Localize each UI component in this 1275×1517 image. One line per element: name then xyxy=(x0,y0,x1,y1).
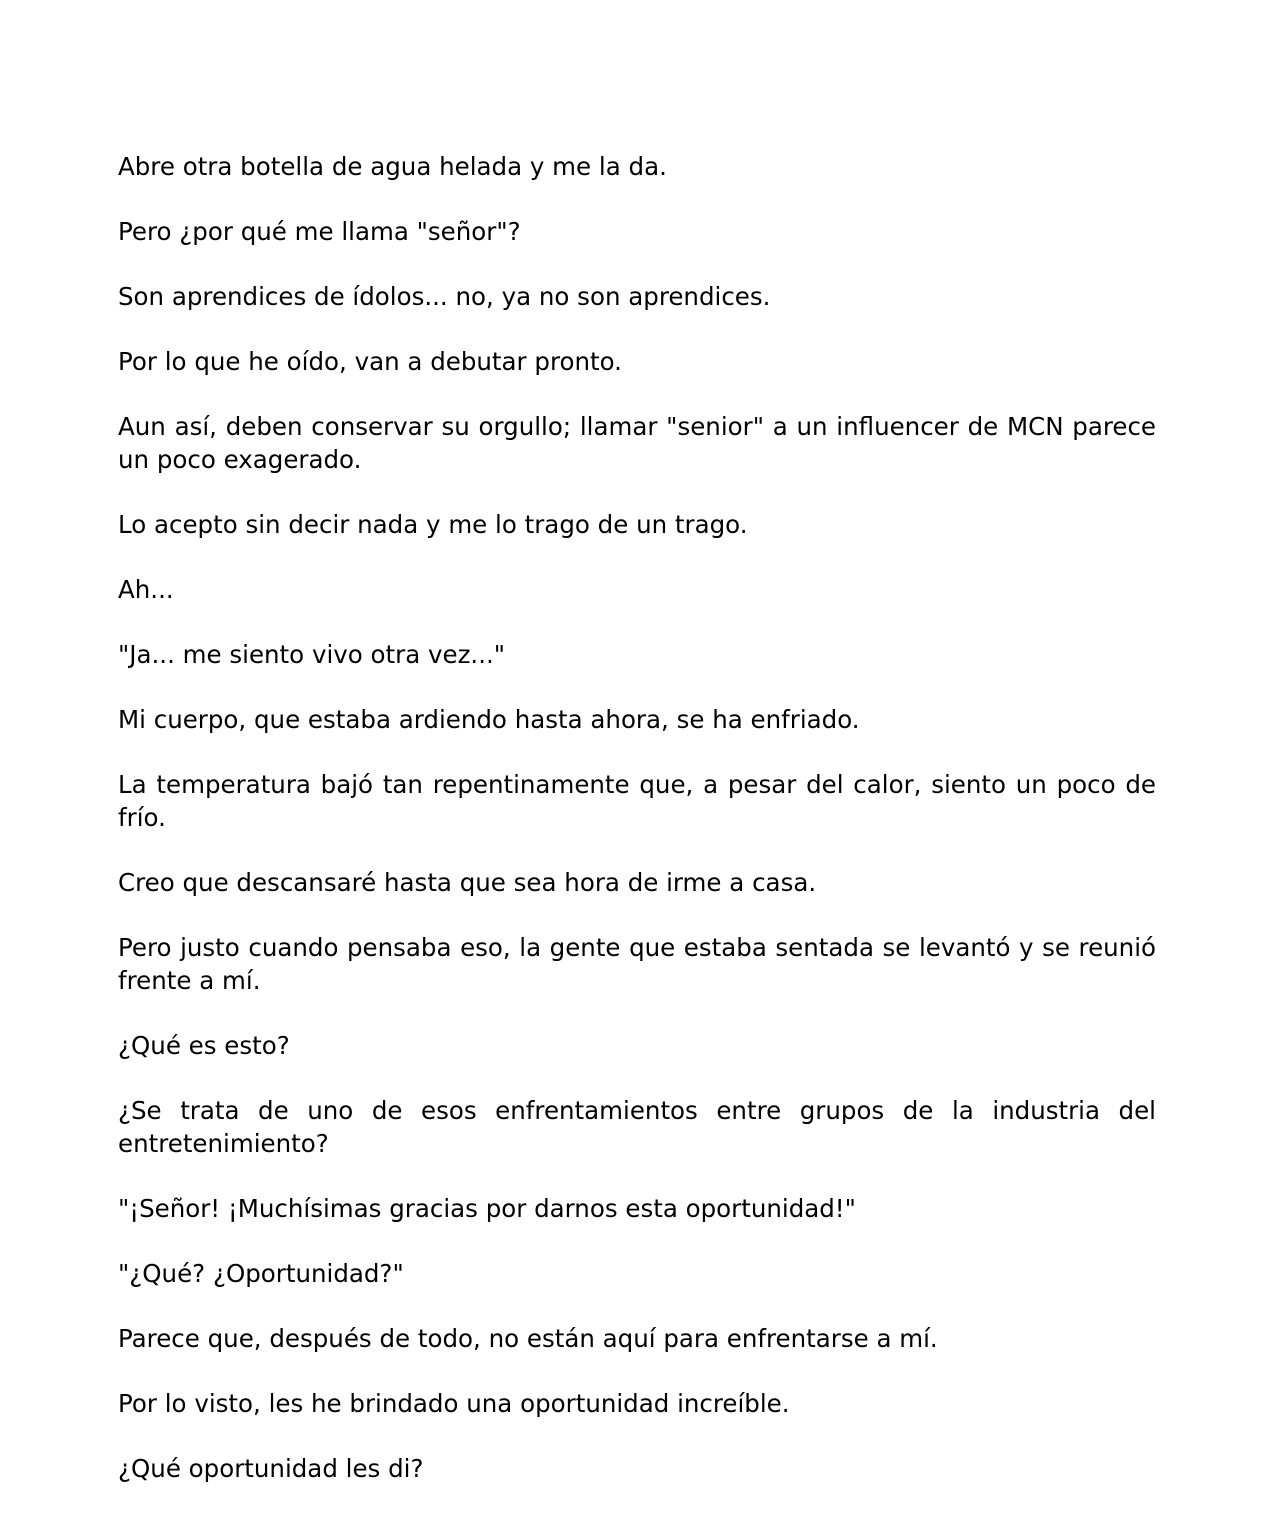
paragraph: Aun así, deben conservar su orgullo; llamar "senior" a un influencer de MCN parece un poco exagerado. xyxy=(118,412,1156,474)
paragraph: "¿Qué? ¿Oportunidad?" xyxy=(118,1259,404,1288)
paragraph: Pero ¿por qué me llama "señor"? xyxy=(118,217,521,246)
paragraph: Lo acepto sin decir nada y me lo trago de un trago. xyxy=(118,510,748,539)
paragraph: Creo que descansaré hasta que sea hora de irme a casa. xyxy=(118,868,817,897)
paragraph: "Ja... me siento vivo otra vez..." xyxy=(118,640,506,669)
paragraph: La temperatura bajó tan repentinamente que, a pesar del calor, siento un poco de frío. xyxy=(118,770,1156,832)
paragraph: Mi cuerpo, que estaba ardiendo hasta ahora, se ha enfriado. xyxy=(118,705,860,734)
paragraph: "¡Señor! ¡Muchísimas gracias por darnos esta oportunidad!" xyxy=(118,1194,856,1223)
paragraph: ¿Qué oportunidad les di? xyxy=(118,1454,424,1483)
paragraph: ¿Se trata de uno de esos enfrentamientos entre grupos de la industria del entretenimiento? xyxy=(118,1096,1156,1158)
paragraph: Ah... xyxy=(118,575,174,604)
paragraph: Parece que, después de todo, no están aquí para enfrentarse a mí. xyxy=(118,1324,938,1353)
paragraph: Por lo visto, les he brindado una oportunidad increíble. xyxy=(118,1389,790,1418)
paragraph: Por lo que he oído, van a debutar pronto. xyxy=(118,347,622,376)
paragraph: ¿Qué es esto? xyxy=(118,1031,290,1060)
document-body xyxy=(118,150,1156,1517)
paragraph: Abre otra botella de agua helada y me la da. xyxy=(118,152,667,181)
paragraph: Pero justo cuando pensaba eso, la gente que estaba sentada se levantó y se reunió frente a mí. xyxy=(118,933,1156,995)
paragraph: Son aprendices de ídolos... no, ya no son aprendices. xyxy=(118,282,771,311)
